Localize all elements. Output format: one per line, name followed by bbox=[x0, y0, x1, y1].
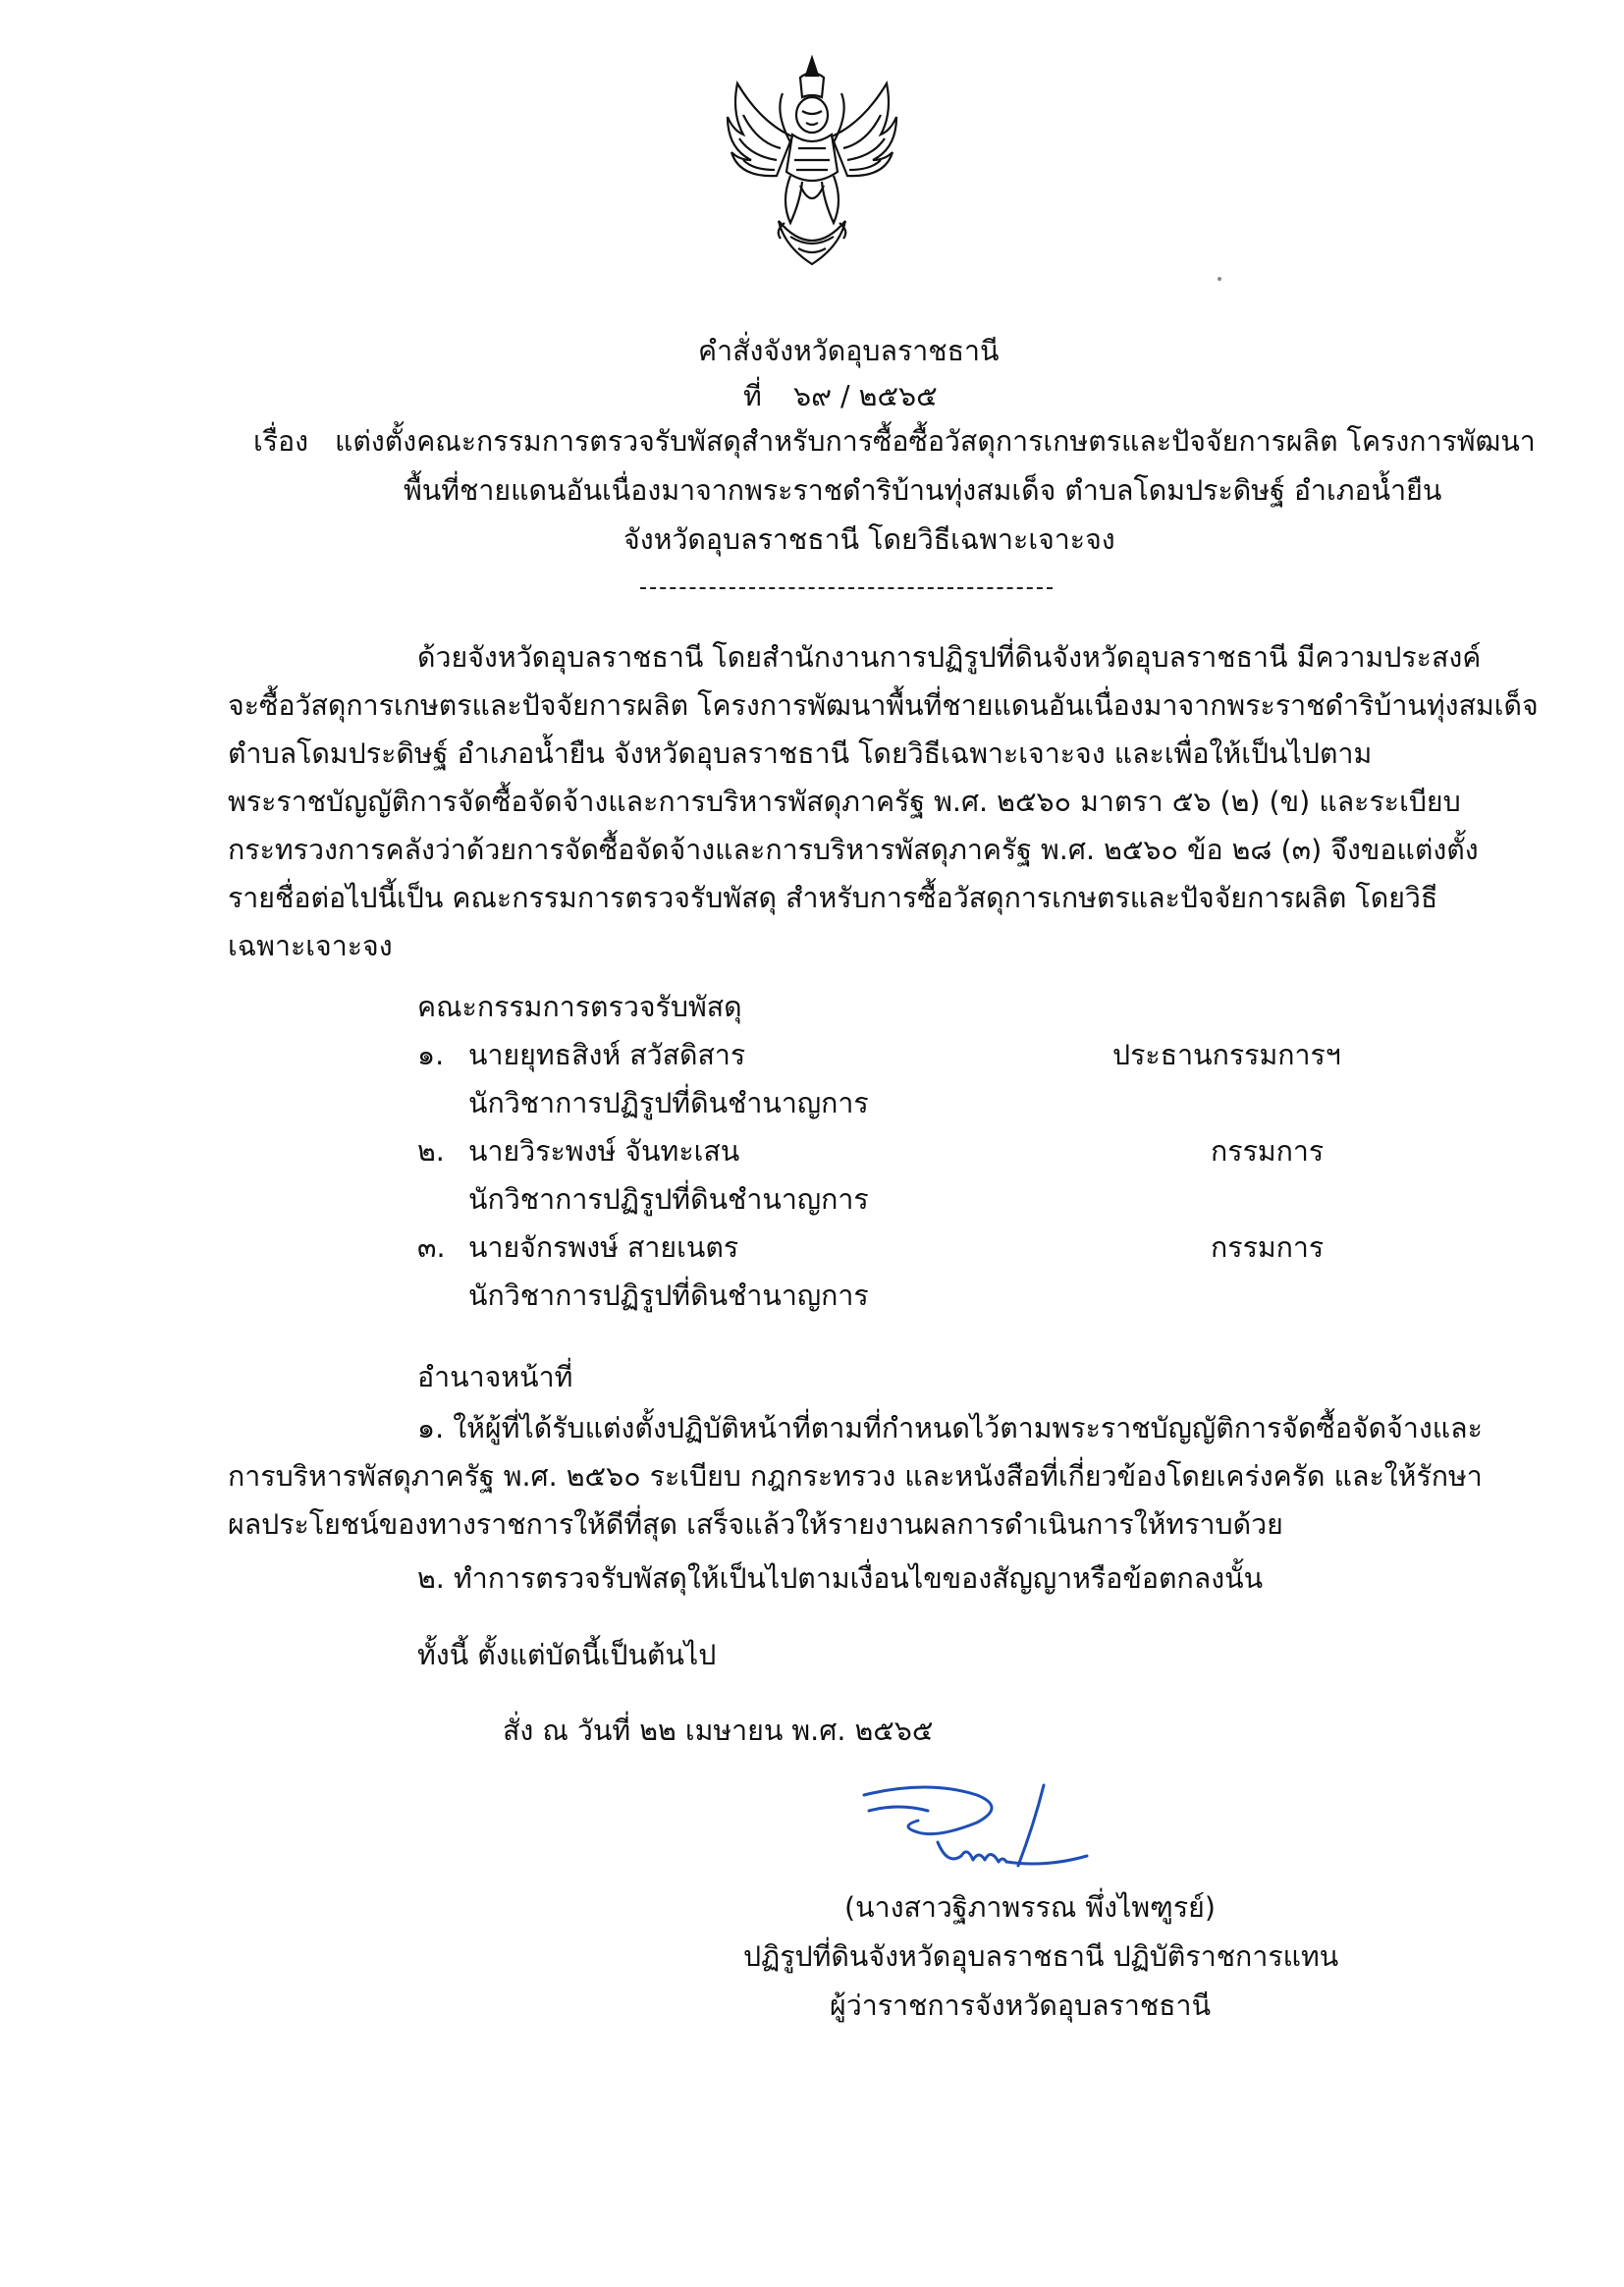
duty-1-line-1: ๑. ให้ผู้ที่ได้รับแต่งตั้งปฏิบัติหน้าที่ตามที่กำหนดไว้ตามพระราชบัญญัติการจัดซื้อจัดจ้างและ bbox=[417, 1412, 1483, 1444]
subject-line-2: พื้นที่ชายแดนอันเนื่องมาจากพระราชดำริบ้านทุ่งสมเด็จ ตำบลโดมประดิษฐ์ อำเภอน้ำยืน bbox=[404, 474, 1442, 507]
member-name: นายจักรพงษ์ สายเนตร bbox=[468, 1231, 739, 1264]
order-number: ๖๙ / ๒๕๖๕ bbox=[793, 380, 938, 412]
subject-line-3: จังหวัดอุบลราชธานี โดยวิธีเฉพาะเจาะจง bbox=[623, 523, 1115, 556]
paragraph-line: รายชื่อต่อไปนี้เป็น คณะกรรมการตรวจรับพัสดุ สำหรับการซื้อวัสดุการเกษตรและปัจจัยการผลิต โดยวิธี bbox=[228, 882, 1438, 914]
garuda-emblem-icon bbox=[722, 54, 903, 275]
order-title: คำสั่งจังหวัดอุบลราชธานี bbox=[698, 335, 1000, 367]
scan-speck bbox=[1218, 277, 1221, 281]
duties-heading: อำนาจหน้าที่ bbox=[417, 1361, 573, 1393]
order-date: สั่ง ณ วันที่ ๒๒ เมษายน พ.ศ. ๒๕๖๕ bbox=[503, 1715, 934, 1747]
paragraph-line: ด้วยจังหวัดอุบลราชธานี โดยสำนักงานการปฏิรูปที่ดินจังหวัดอุบลราชธานี มีความประสงค์ bbox=[417, 641, 1482, 674]
member-position: นักวิชาการปฏิรูปที่ดินชำนาญการ bbox=[468, 1183, 869, 1216]
duty-2: ๒. ทำการตรวจรับพัสดุให้เป็นไปตามเงื่อนไขของสัญญาหรือข้อตกลงนั้น bbox=[417, 1562, 1264, 1595]
subject-label: เรื่อง bbox=[253, 425, 309, 458]
member-position: นักวิชาการปฏิรูปที่ดินชำนาญการ bbox=[468, 1087, 869, 1119]
paragraph-line: กระทรวงการคลังว่าด้วยการจัดซื้อจัดจ้างและการบริหารพัสดุภาครัฐ พ.ศ. ๒๕๖๐ ข้อ ๒๘ (๓) จึงขอแต่งตั้ง bbox=[228, 834, 1479, 866]
member-number: ๑. bbox=[417, 1039, 445, 1071]
member-role: กรรมการ bbox=[1211, 1135, 1325, 1168]
signer-title-2: ผู้ว่าราชการจังหวัดอุบลราชธานี bbox=[830, 1989, 1212, 2022]
member-name: นายยุทธสิงห์ สวัสดิสาร bbox=[468, 1039, 746, 1071]
subject-line-1: แต่งตั้งคณะกรรมการตรวจรับพัสดุสำหรับการซื้อซื้อวัสดุการเกษตรและปัจจัยการผลิต โครงการพัฒนา bbox=[335, 425, 1536, 458]
paragraph-line: ตำบลโดมประดิษฐ์ อำเภอน้ำยืน จังหวัดอุบลราชธานี โดยวิธีเฉพาะเจาะจง และเพื่อให้เป็นไปตาม bbox=[228, 737, 1373, 770]
member-role: ประธานกรรมการฯ bbox=[1112, 1039, 1341, 1071]
member-position: นักวิชาการปฏิรูปที่ดินชำนาญการ bbox=[468, 1280, 869, 1312]
committee-heading: คณะกรรมการตรวจรับพัสดุ bbox=[417, 991, 742, 1023]
member-number: ๒. bbox=[417, 1135, 445, 1168]
paragraph-line: พระราชบัญญัติการจัดซื้อจัดจ้างและการบริหารพัสดุภาครัฐ พ.ศ. ๒๕๖๐ มาตรา ๕๖ (๒) (ข) และระเบียบ bbox=[228, 786, 1461, 818]
paragraph-line: เฉพาะเจาะจง bbox=[228, 930, 393, 962]
member-name: นายวิระพงษ์ จันทะเสน bbox=[468, 1135, 740, 1168]
signer-name: (นางสาวฐิภาพรรณ พึ่งไพฑูรย์) bbox=[844, 1891, 1216, 1924]
effective-statement: ทั้งนี้ ตั้งแต่บัดนี้เป็นต้นไป bbox=[417, 1639, 717, 1671]
handwritten-signature-icon bbox=[859, 1777, 1095, 1876]
duty-1-line-2: การบริหารพัสดุภาครัฐ พ.ศ. ๒๕๖๐ ระเบียบ กฎกระทรวง และหนังสือที่เกี่ยวข้องโดยเคร่งครัด และให้รักษา bbox=[228, 1460, 1483, 1493]
order-number-label: ที่ bbox=[743, 380, 762, 412]
signer-title-1: ปฏิรูปที่ดินจังหวัดอุบลราชธานี ปฏิบัติราชการแทน bbox=[743, 1940, 1339, 1973]
divider bbox=[640, 587, 1053, 589]
paragraph-line: จะซื้อวัสดุการเกษตรและปัจจัยการผลิต โครงการพัฒนาพื้นที่ชายแดนอันเนื่องมาจากพระราชดำริบ้านทุ่งสมเด็จ bbox=[228, 689, 1539, 722]
member-role: กรรมการ bbox=[1211, 1231, 1325, 1264]
member-number: ๓. bbox=[417, 1231, 446, 1264]
duty-1-line-3: ผลประโยชน์ของทางราชการให้ดีที่สุด เสร็จแล้วให้รายงานผลการดำเนินการให้ทราบด้วย bbox=[228, 1508, 1283, 1541]
